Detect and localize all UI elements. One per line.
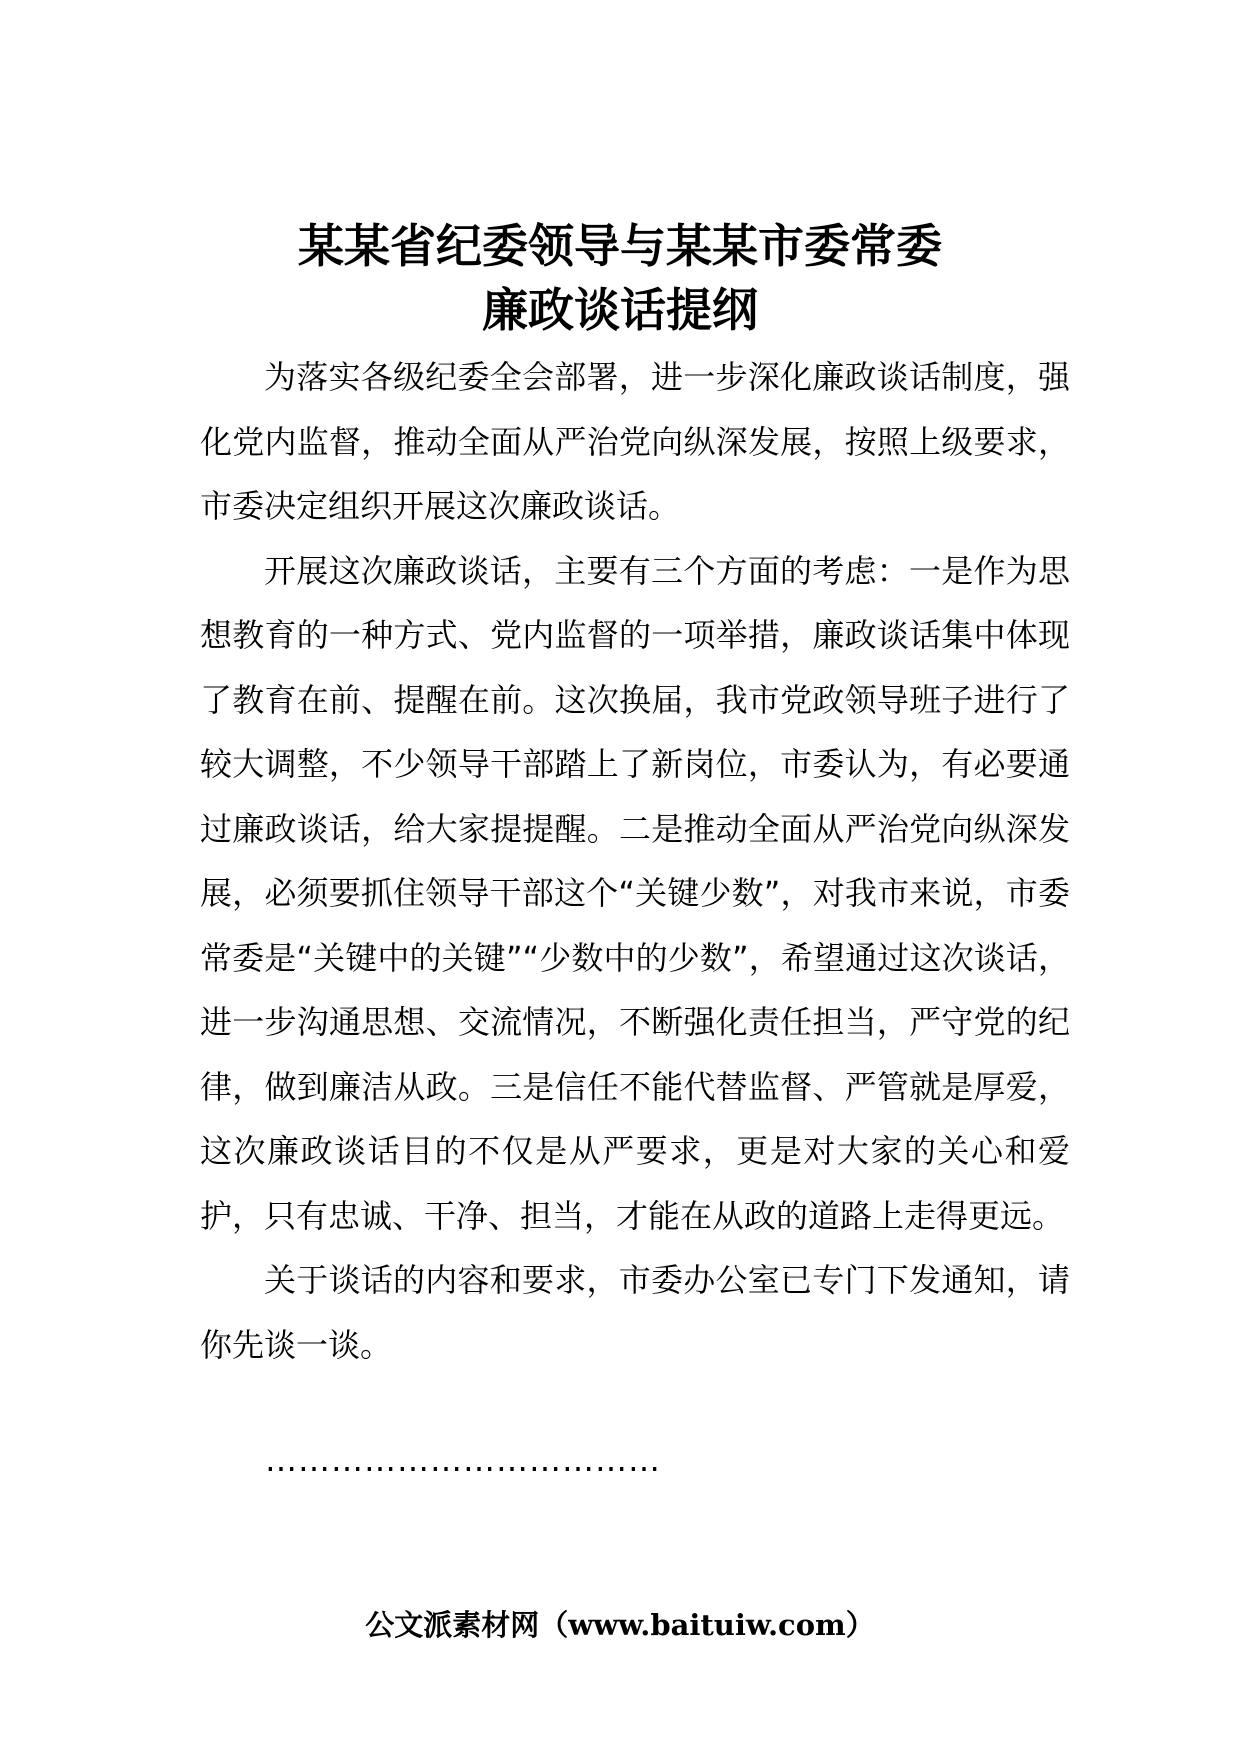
ellipsis-line: ……………………………… bbox=[265, 1441, 661, 1479]
document-title-line-2: 廉政谈话提纲 bbox=[482, 283, 758, 337]
paragraph-2: 开展这次廉政谈话，主要有三个方面的考虑：一是作为思想教育的一种方式、党内监督的一项举措，廉政谈话集中体现了教育在前、提醒在前。这次换届，我市党政领导班子进行了较大调整，不少领导干部踏上了新岗位，市委认为，有必要通过廉政谈话，给大家提提醒。二是推动全面从严治党向纵深发展，必须要抓住领导干部这个“关键少数”，对我市来说，市委常委是“关键中的关键”“少数中的少数”，希望通过这次谈话，进一步沟通思想、交流情况，不断强化责任担当，严守党的纪律，做到廉洁从政。三是信任不能代替监督、严管就是厚爱，这次廉政谈话目的不仅是从严要求，更是对大家的关心和爱护，只有忠诚、干净、担当，才能在从政的道路上走得更远。 bbox=[200, 551, 1070, 1235]
paragraph-1: 为落实各级纪委全会部署，进一步深化廉政谈话制度，强化党内监督，推动全面从严治党向纵深发展，按照上级要求，市委决定组织开展这次廉政谈话。 bbox=[200, 358, 1070, 525]
source-footer: 公文派素材网（www.baituiw.com） bbox=[365, 1608, 875, 1642]
document-title-line-1: 某某省纪委领导与某某市委常委 bbox=[298, 219, 942, 273]
paragraph-3: 关于谈话的内容和要求，市委办公室已专门下发通知，请你先谈一谈。 bbox=[200, 1261, 1070, 1364]
document-body bbox=[200, 345, 1070, 1377]
